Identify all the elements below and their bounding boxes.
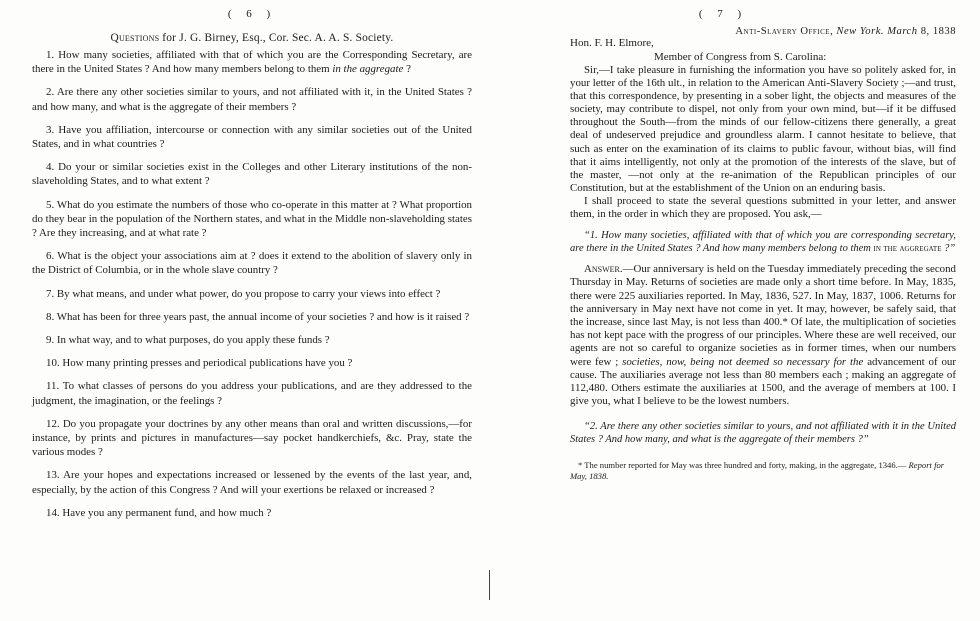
questions-list [32,48,472,520]
salutation-paragraph: Sir,—I take pleasure in furnishing the information you have so politely asked for, in your letter of the 16th ult., in relation to the American Anti-Slavery Society ;—and trust, that this correspondence, by presenting in a sober light, the objects and measures of the society, may contribute to dispel, not only from your own mind, but—if it be diffused throughout the South—from the minds of our fellow-citizens there generally, a great deal of undeserved prejudice and groundless alarm. I cannot hesitate to believe, that such as enter on the examination of its claims to public favour, without bias, will find that it aims intelligently, not only at the promotion of the interests of the slave, but of the master, —not only at the re-animation of the Republican principles of our Constitution, but at the establishment of the Union on an enduring basis. [570,64,956,194]
letter-address [570,37,956,64]
question-item: 14. Have you any permanent fund, and how much ? [46,506,272,519]
question-item: 1. How many societies, affiliated with that of which you are the Corresponding Secretary, are there in the United States ? And how many members belong to them in the aggregate ? [32,49,472,76]
quoted-question-2: “2. Are there any other societies similar to yours, and not affiliated with it in the United States ? And how many, and what is the aggregate of their members ?” [570,421,956,446]
question-item: 12. Do you propagate your doctrines by any other means than oral and written discussions,—for instance, by prints and pictures in manufactures—say pocket handkerchiefs, &c. Pray, state the various modes ? [32,417,472,459]
letter-dateline: Anti-Slavery Office, New York. March 8, 1838 [735,26,956,37]
question-item: 8. What has been for three years past, the annual income of your societies ? and how is it raised ? [46,310,470,323]
question-item: 4. Do your or similar societies exist in the Colleges and other Literary institutions of the non-slaveholding States, and to what extent ? [32,161,472,188]
question-item: 13. Are your hopes and expectations increased or lessened by the events of the last year, and, especially, by the action of this Congress ? And will your exertions be relaxed or increased ? [32,469,472,496]
question-item: 7. By what means, and under what power, do you propose to carry your views into effect ? [46,287,441,300]
question-item: 5. What do you estimate the numbers of those who co-operate in this matter at ? What proportion do they bear in the population of the Northern states, and what in the Middle non-slaveholding states ? Are they increasing, and at what rate ? [32,198,472,240]
question-item: 2. Are there any other societies similar to yours, and not affiliated with it, in the United States ? and how many, and what is the aggregate of their members ? [32,86,472,113]
question-item: 10. How many printing presses and periodical publications have you ? [46,357,353,370]
footnote: * The number reported for May was three hundred and forty, making, in the aggregate, 1346.— Report for May, 1838. [570,460,945,481]
proceed-paragraph: I shall proceed to state the several questions submitted in your letter, and answer them, in the order in which they are proposed. You ask,— [570,194,956,221]
right-page [490,0,980,621]
page-number-left: ( 6 ) [227,8,277,20]
question-item: 3. Have you affiliation, intercourse or connection with any similar societies out of the United States, and in what countries ? [32,123,472,151]
page-number-right: ( 7 ) [698,8,748,20]
addressee-title: Member of Congress from S. Carolina: [654,50,827,63]
question-item: 6. What is the object your associations aim at ? does it extend to the abolition of slavery only in the District of Columbia, or in the whole slave country ? [32,250,472,277]
quoted-question-1: “1. How many societies, affiliated with that of which you are corresponding secretary, are there in the United States ? And how many members belong to them in the aggregate ?” [570,230,956,255]
addressee-name: Hon. F. H. Elmore, [570,37,654,49]
heading-rest: for J. G. Birney, Esq., Cor. Sec. A. A. S. Society. [162,32,394,44]
questions-heading [32,32,472,44]
question-item: 11. To what classes of persons do you address your publications, and are they addressed to the judgment, the imagination, or the feelings ? [32,380,472,407]
heading-prefix: Questions [110,32,160,44]
question-item: 9. In what way, and to what purposes, do you apply these funds ? [46,334,330,347]
answer-paragraph: Answer.—Our anniversary is held on the Tuesday immediately preceding the second Thursday in May. Returns of societies are made only a short time before. In May, 1835, there were 225 auxiliaries reported. In May, 1836, 527. In May, 1837, 1006. Returns for the anniversary in May next have not come in yet. It may, however, be safely said, that the increase, since last May, is not less than 400.* Of late, the multiplication of societies has not kept pace with the progress of our principles. Where these are well received, our agents are not so careful to organize societies as in former times, when our numbers were few ; societies, now, being not deemed so necessary for the advancement of our cause. The auxiliaries average not less than 80 members each ; making an aggregate of 112,480. Others estimate the auxiliaries at 1500, and the average of members at 100. I give you, what I believe to be the lowest numbers. [570,263,956,408]
